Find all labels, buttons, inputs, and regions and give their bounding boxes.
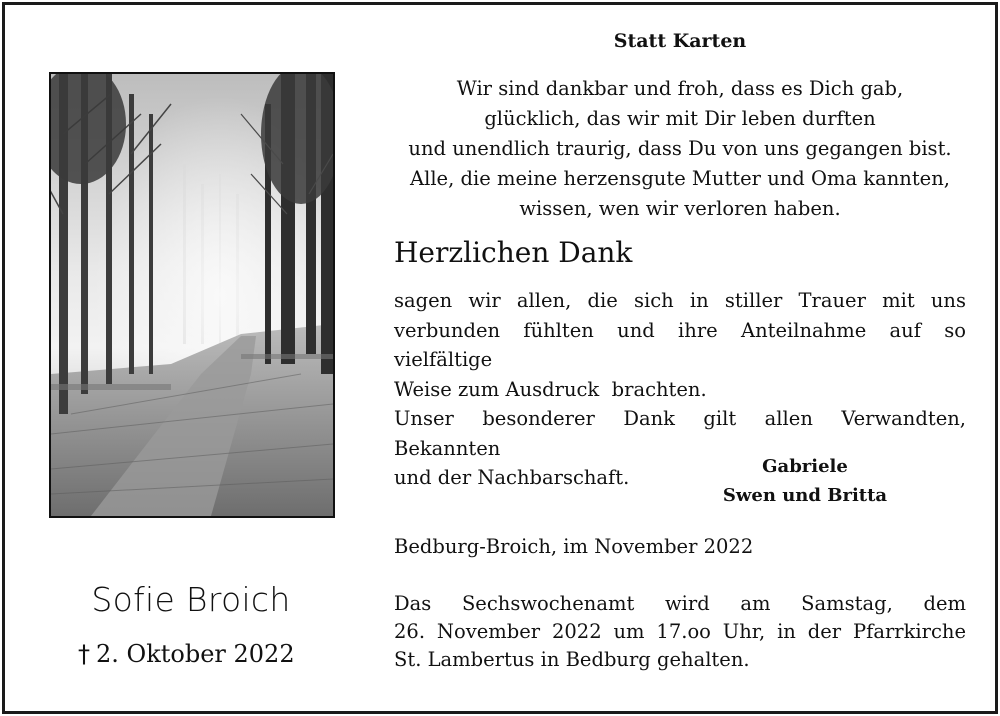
signers (700, 452, 910, 510)
cross-icon: † (78, 640, 90, 668)
thanks-line: Unser besonderer Dank gilt allen Verwandten, Bekannten (394, 407, 966, 460)
signer-name: Swen und Britta (722, 485, 888, 506)
statt-karten-title: Statt Karten (613, 30, 747, 52)
poem-line: und unendlich traurig, dass Du von uns gegangen bist. (408, 137, 952, 160)
thanks-heading: Herzlichen Dank (394, 236, 633, 269)
deceased-name: Sofie Broich (91, 580, 291, 619)
poem-line: Alle, die meine herzensgute Mutter und Oma kannten, (410, 167, 950, 190)
service-notice (394, 590, 966, 674)
place-date: Bedburg-Broich, im November 2022 (394, 535, 754, 558)
service-line: 26. November 2022 um 17.oo Uhr, in der Pfarrkirche (394, 620, 966, 643)
thanks-line: verbunden fühlten und ihre Anteilnahme auf so vielfältige (394, 318, 966, 371)
poem (380, 74, 980, 224)
thanks-line: sagen wir allen, die sich in stiller Trauer mit uns (394, 289, 966, 312)
poem-line: glücklich, das wir mit Dir leben durften (484, 107, 876, 130)
service-line: Das Sechswochenamt wird am Samstag, dem (394, 592, 966, 615)
thanks-line: und der Nachbarschaft. (394, 466, 630, 489)
poem-line: Wir sind dankbar und froh, dass es Dich gab, (456, 77, 904, 100)
death-date-text: 2. Oktober 2022 (96, 640, 295, 668)
forest-path-photo (49, 72, 335, 518)
death-date (78, 640, 295, 668)
poem-line: wissen, wen wir verloren haben. (519, 197, 841, 220)
service-line: St. Lambertus in Bedburg gehalten. (394, 648, 750, 671)
signer-name: Gabriele (762, 456, 848, 477)
thanks-line: Weise zum Ausdruck brachten. (394, 377, 707, 401)
